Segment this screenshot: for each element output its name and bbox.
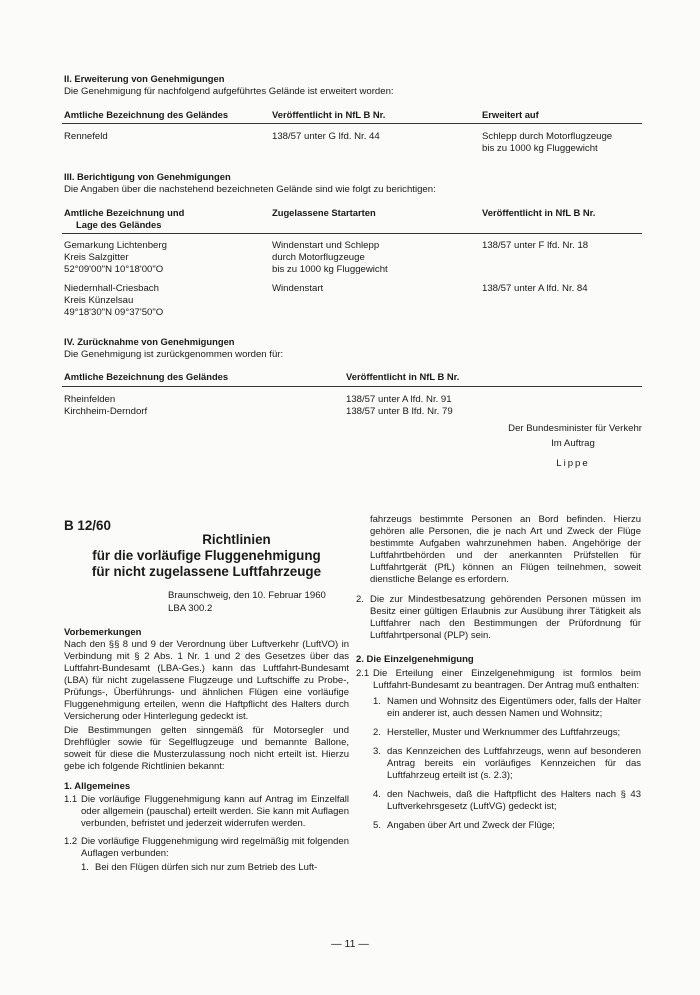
s3-col-name-1: Amtliche Bezeichnung und — [64, 207, 185, 218]
list-item-text: das Kennzeichen des Luftfahrzeugs, wenn auf besonderen Antrag bereits ein vorläufiges Kennzeichen für das Luftfahrzeug erteilt ist (s. 2.3); — [387, 746, 641, 781]
s3-col-published: Veröffentlicht in NfL B Nr. — [482, 207, 596, 218]
page-number: — 11 — — [331, 938, 369, 950]
prelim-heading: Vorbemerkungen — [64, 627, 142, 638]
title-line-3: für nicht zugelassene Luftfahrzeuge — [91, 564, 322, 579]
item-2-1-number: 2.1 — [356, 668, 370, 679]
s2-row-extended-1: Schlepp durch Motorflugzeuge — [482, 131, 613, 142]
sub-item-2 — [356, 594, 641, 642]
left-column — [64, 627, 349, 874]
s4-row-2-name: Kirchheim-Derndorf — [64, 406, 148, 417]
s2-col-extended: Erweitert auf — [482, 109, 539, 120]
s3-row-1-starts-line: bis zu 1000 kg Fluggewicht — [272, 264, 388, 275]
s4-col-published: Veröffentlicht in NfL B Nr. — [346, 371, 460, 382]
list-item — [373, 746, 641, 782]
list-item — [373, 820, 641, 832]
s3-row-1-starts-line: Windenstart und Schlepp — [272, 240, 380, 251]
list-item-number: 1. — [373, 696, 381, 707]
s3-row-1-published: 138/57 unter F lfd. Nr. 18 — [482, 240, 589, 251]
sub-item-1-start — [81, 862, 349, 874]
item-1-2-number: 1.2 — [64, 836, 78, 847]
item-2-1 — [356, 668, 641, 692]
list-item-number: 3. — [373, 746, 381, 757]
s2-col-name: Amtliche Bezeichnung des Geländes — [64, 109, 229, 120]
signature-authority: Der Bundesminister für Verkehr — [508, 423, 642, 434]
s4-header-rule — [62, 386, 642, 387]
section-2-heading: II. Erweiterung von Genehmigungen — [64, 73, 225, 84]
item-1-2-text: Die vorläufige Fluggenehmigung wird regelmäßig mit folgenden Auflagen verbunden: — [81, 836, 349, 859]
s3-col-starts: Zugelassene Startarten — [272, 207, 376, 218]
s3-row-2-name-line: Niedernhall-Criesbach — [64, 283, 159, 294]
section-3-intro: Die Angaben über die nachstehend bezeichneten Gelände sind wie folgt zu berichtigen: — [64, 184, 436, 195]
list-item-number: 2. — [373, 727, 381, 738]
list-item-number: 4. — [373, 789, 381, 800]
general-heading: 1. Allgemeines — [64, 781, 131, 792]
application-requirements-list — [373, 696, 641, 832]
list-item-number: 5. — [373, 820, 381, 831]
s3-row-2-published: 138/57 unter A lfd. Nr. 84 — [482, 283, 588, 294]
s3-row-1-name-line: Kreis Salzgitter — [64, 252, 129, 263]
prelim-paragraph-1: Nach den §§ 8 und 9 der Verordnung über Luftverkehr (LuftVO) in Verbindung mit § 2 Abs. 1 Nr. 1 und 2 des Gesetzes über das Luftfahrt-Bundesamt (LBA-Ges.) kann das Luftfahrt-Bundesamt (LBA) für nicht zugelassene Flugzeuge und Luftschiffe zu Probe-, Prüfungs-, Überführungs- und ähnlichen Flügen eine vorläufige Fluggenehmigung erteilen, wenn die Haftpflicht des Halters durch Versicherung oder Hinterlegung gedeckt ist. — [64, 639, 349, 722]
list-item-text: den Nachweis, daß die Haftpflicht des Halters nach § 43 Luftverkehrsgesetz (LuftVG) gedeckt ist; — [387, 789, 641, 812]
s4-row-2-published: 138/57 unter B lfd. Nr. 79 — [346, 406, 453, 417]
s2-header-rule — [62, 123, 642, 124]
s3-row-2-name — [64, 283, 163, 319]
sub-item-1-text: fahrzeugs bestimmte Personen an Bord befinden. Hierzu gehören alle Personen, die je nach Art und Zweck der Flüge bestimmte Aufgaben wahrzunehmen haben. Angehörige der Luftfahrtbehörden und der anerkannten Prüfstellen für Luftfahrtgerät (PfL) können an Flügen teilnehmen, soweit dienstliche Belange es erfordern. — [370, 514, 641, 585]
sub-item-2-number: 2. — [356, 594, 364, 605]
s3-row-2-starts: Windenstart — [272, 283, 324, 294]
title-line-2: für die vorläufige Fluggenehmigung — [92, 548, 321, 563]
s3-row-1-starts-line: durch Motorflugzeuge — [272, 252, 365, 263]
prelim-paragraph-2: Die Bestimmungen gelten sinngemäß für Motorsegler und Drehflügler sowie für Segelflugzeuge und bemannte Ballone, soweit für diese die Musterzulassung noch nicht erteilt ist. Hierzu gebe ich folgende Richtlinien bekannt: — [64, 725, 349, 772]
s3-row-1-name-line: Gemarkung Lichtenberg — [64, 240, 167, 251]
place-date: Braunschweig, den 10. Februar 1960 — [168, 590, 326, 601]
announcement-number: B 12/60 — [64, 518, 111, 533]
section-4-heading: IV. Zurücknahme von Genehmigungen — [64, 336, 235, 347]
list-item — [373, 727, 641, 739]
section-2-intro: Die Genehmigung für nachfolgend aufgeführtes Gelände ist erweitert worden: — [64, 86, 394, 97]
s2-row-published: 138/57 unter G lfd. Nr. 44 — [272, 131, 380, 142]
s4-row-1-name: Rheinfelden — [64, 394, 116, 405]
item-1-1-text: Die vorläufige Fluggenehmigung kann auf Antrag im Einzelfall oder allgemein (pauschal) erteilt werden. Sie kann mit Auflagen verbunden, befristet und jederzeit widerrufen werden. — [81, 794, 349, 829]
item-1-1 — [64, 794, 349, 830]
sub-item-1-continued — [356, 514, 641, 586]
s4-row-1-published: 138/57 unter A lfd. Nr. 91 — [346, 394, 452, 405]
item-2-1-text: Die Erteilung einer Einzelgenehmigung ist formlos beim Luftfahrt-Bundesamt zu beantragen. Der Antrag muß enthalten: — [373, 668, 641, 691]
s2-row-extended-2: bis zu 1000 kg Fluggewicht — [482, 143, 598, 154]
list-item — [373, 789, 641, 813]
list-item — [373, 696, 641, 720]
list-item-text: Namen und Wohnsitz des Eigentümers oder, falls der Halter ein anderer ist, auch dessen Namen und Wohnsitz; — [387, 696, 641, 719]
signature-name: Lippe — [556, 458, 590, 469]
s4-col-name: Amtliche Bezeichnung des Geländes — [64, 371, 229, 382]
list-item-text: Hersteller, Muster und Werknummer des Luftfahrzeugs; — [387, 727, 621, 738]
sub-item-1-number: 1. — [81, 862, 89, 873]
item-1-2 — [64, 836, 349, 860]
sub-item-2-text: Die zur Mindestbesatzung gehörenden Personen müssen im Besitz einer gültigen Erlaubnis zur Ausübung ihrer Tätigkeit als Luftfahrer nach den Bestimmungen der Prüfordnung für Luftfahrtpersonal (PLP) sein. — [370, 594, 641, 641]
section-3-heading: III. Berichtigung von Genehmigungen — [64, 171, 231, 182]
s3-row-1-name — [64, 240, 167, 276]
s3-row-2-name-line: 49°18'30"N 09°37'50"O — [64, 307, 164, 318]
s3-row-1-name-line: 52°09'00"N 10°18'00"O — [64, 264, 164, 275]
announcement-title — [64, 532, 349, 580]
sub-item-1-text-start: Bei den Flügen dürfen sich nur zum Betrieb des Luft- — [95, 862, 318, 873]
reference-number: LBA 300.2 — [168, 603, 213, 614]
single-permit-heading: 2. Die Einzelgenehmigung — [356, 654, 474, 665]
s2-col-published: Veröffentlicht in NfL B Nr. — [272, 109, 386, 120]
list-item-text: Angaben über Art und Zweck der Flüge; — [387, 820, 555, 831]
s3-col-name-2: Lage des Geländes — [76, 219, 162, 230]
right-column — [356, 514, 641, 836]
title-line-1: Richtlinien — [202, 532, 271, 547]
signature-block — [482, 423, 642, 470]
s3-header-rule — [62, 233, 642, 234]
s3-row-1-starts — [272, 240, 388, 276]
s2-row-name: Rennefeld — [64, 131, 108, 142]
signature-on-behalf: Im Auftrag — [551, 438, 595, 449]
section-4-intro: Die Genehmigung ist zurückgenommen worden für: — [64, 349, 284, 360]
s3-row-2-name-line: Kreis Künzelsau — [64, 295, 134, 306]
item-1-1-number: 1.1 — [64, 794, 78, 805]
